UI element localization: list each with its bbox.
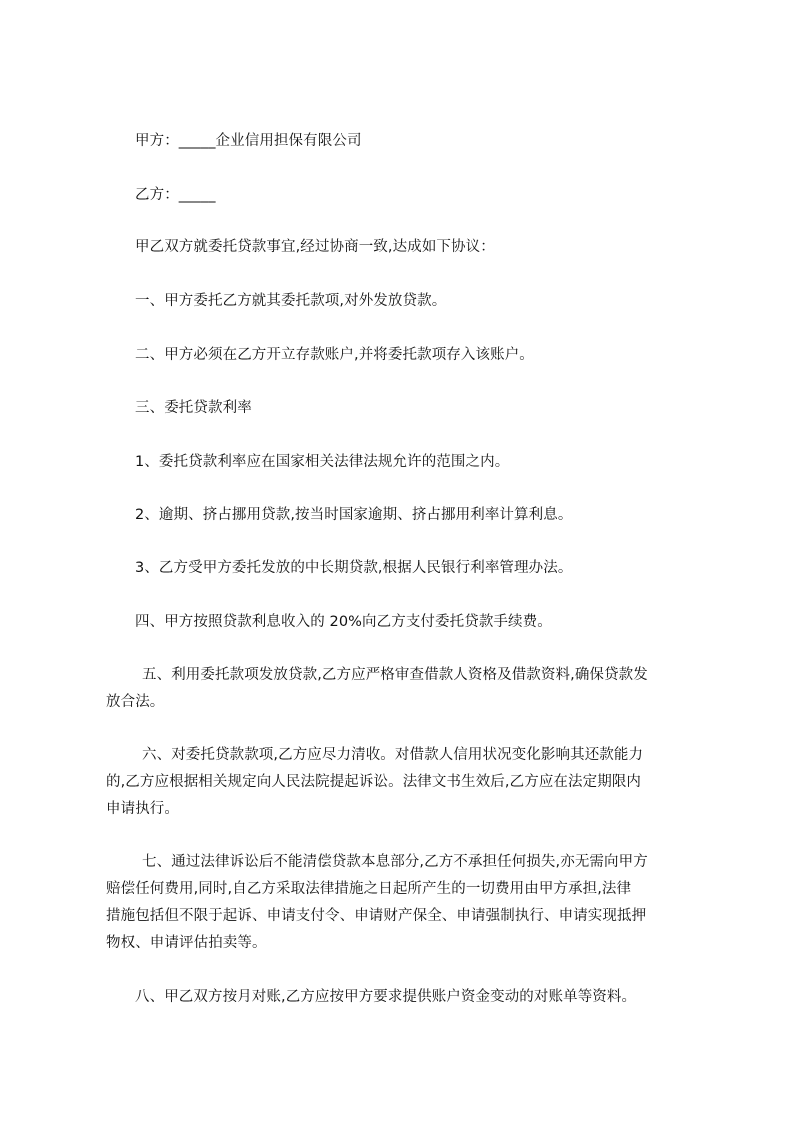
clause-3-item-1: 1、委托贷款利率应在国家相关法律法规允许的范围之内。: [135, 454, 510, 470]
clause-3-heading: 三、委托贷款利率: [135, 400, 252, 416]
clause-7-line-2: 赔偿任何费用,同时,自乙方采取法律措施之日起所产生的一切费用由甲方承担,法律: [106, 881, 632, 897]
clause-7-line-4: 物权、申请评估拍卖等。: [106, 935, 267, 951]
clause-8: 八、甲乙双方按月对账,乙方应按甲方要求提供账户资金变动的对账单等资料。: [135, 989, 637, 1005]
party-b-line: 乙方：_____: [135, 187, 216, 203]
preamble: 甲乙双方就委托贷款事宜,经过协商一致,达成如下协议：: [135, 239, 495, 255]
clause-3-item-2: 2、逾期、挤占挪用贷款,按当时国家逾期、挤占挪用利率计算利息。: [135, 507, 573, 523]
clause-1: 一、甲方委托乙方就其委托款项,对外发放贷款。: [135, 293, 447, 309]
clause-5-line-1: 五、利用委托款项发放贷款,乙方应严格审查借款人资格及借款资料,确保贷款发: [142, 667, 648, 683]
clause-5-line-2: 放合法。: [106, 694, 165, 710]
clause-6-line-3: 申请执行。: [106, 801, 179, 817]
party-a-line: 甲方：_____企业信用担保有限公司: [135, 133, 362, 149]
clause-7-line-3: 措施包括但不限于起诉、申请支付令、申请财产保全、申请强制执行、申请实现抵押: [106, 908, 647, 924]
clause-2: 二、甲方必须在乙方开立存款账户,并将委托款项存入该账户。: [135, 347, 534, 363]
clause-6-line-2: 的,乙方应根据相关规定向人民法院提起诉讼。法律文书生效后,乙方应在法定期限内: [106, 774, 642, 790]
clause-3-item-3: 3、乙方受甲方委托发放的中长期贷款,根据人民银行利率管理办法。: [135, 560, 573, 576]
clause-7-line-1: 七、通过法律诉讼后不能清偿贷款本息部分,乙方不承担任何损失,亦无需向甲方: [142, 854, 648, 870]
clause-6-line-1: 六、对委托贷款款项,乙方应尽力清收。对借款人信用状况变化影响其还款能力: [142, 747, 644, 763]
clause-4: 四、甲方按照贷款利息收入的 20%向乙方支付委托贷款手续费。: [135, 614, 552, 630]
